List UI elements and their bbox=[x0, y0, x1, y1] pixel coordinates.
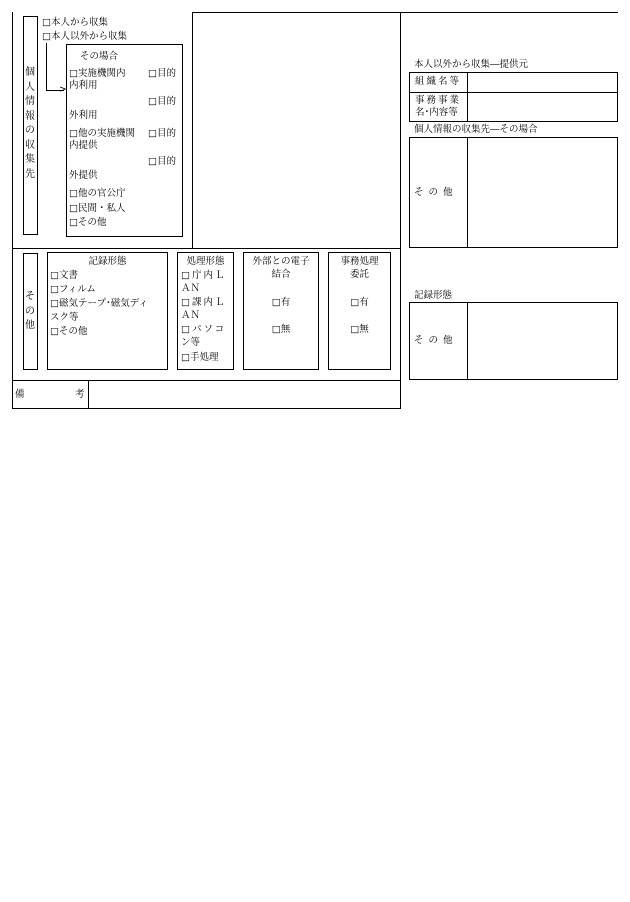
record-item[interactable]: □その他 bbox=[50, 326, 88, 337]
record-item[interactable]: □文書 bbox=[50, 270, 78, 281]
sub-item-left: 内提供 bbox=[69, 140, 98, 151]
process-item[interactable]: □手処理 bbox=[181, 352, 219, 363]
process-item[interactable]: □パソコ bbox=[181, 324, 227, 335]
sub-item-left: 外提供 bbox=[69, 170, 98, 181]
record-format-right-label: そ の 他 bbox=[414, 335, 454, 346]
remarks-label-2: 考 bbox=[75, 389, 85, 400]
sub-item-left[interactable]: □その他 bbox=[69, 217, 107, 228]
process-item[interactable]: □庁内Ｌ bbox=[181, 270, 227, 281]
external-link-title-1: 外部との電子 bbox=[252, 256, 310, 267]
outsource-title-1: 事務処理 bbox=[340, 256, 379, 267]
org-input[interactable] bbox=[468, 73, 617, 92]
sub-item-left[interactable]: □実施機関内 bbox=[69, 68, 126, 79]
section-divider-2 bbox=[12, 380, 400, 381]
frame-right-line bbox=[400, 12, 401, 409]
outsource-yes[interactable]: □有 bbox=[350, 297, 369, 308]
biz-label-2: 名･内容等 bbox=[415, 107, 458, 118]
remarks-input[interactable] bbox=[89, 382, 399, 407]
section-divider-1 bbox=[12, 248, 400, 249]
other-label: その他 bbox=[25, 291, 35, 331]
process-item: ン等 bbox=[181, 337, 201, 348]
sub-case-title: その場合 bbox=[80, 51, 119, 62]
collect-source-label: 個人情報の収集先 bbox=[25, 67, 35, 180]
sub-item-right[interactable]: □目的 bbox=[148, 156, 176, 167]
sub-item-left: 外利用 bbox=[69, 110, 98, 121]
frame-left-line bbox=[12, 12, 13, 409]
record-format-right-title: 記録形態 bbox=[414, 290, 453, 301]
biz-input[interactable] bbox=[468, 93, 617, 121]
arrow-head-icon: > bbox=[59, 85, 67, 95]
sub-item-right[interactable]: □目的 bbox=[148, 68, 176, 79]
frame-bottom-line bbox=[12, 408, 400, 409]
other-case-label: そ の 他 bbox=[414, 187, 454, 198]
arrow-connector-vertical bbox=[46, 43, 47, 90]
process-item[interactable]: □課内Ｌ bbox=[181, 297, 227, 308]
external-link-title-2: 結合 bbox=[271, 269, 291, 280]
sub-item-right[interactable]: □目的 bbox=[148, 128, 176, 139]
sub-item-left[interactable]: □民間・私人 bbox=[69, 203, 126, 214]
process-format-title: 処理形態 bbox=[186, 256, 225, 267]
outsource-title-2: 委託 bbox=[349, 269, 369, 280]
record-item[interactable]: □磁気テープ･磁気ディ bbox=[50, 298, 148, 309]
sub-item-left: 内利用 bbox=[69, 80, 98, 91]
record-item: スク等 bbox=[50, 312, 79, 323]
org-label: 組織名等 bbox=[415, 76, 462, 87]
record-item[interactable]: □フィルム bbox=[50, 284, 96, 295]
sub-item-left[interactable]: □他の官公庁 bbox=[69, 188, 126, 199]
remarks-label-1: 備 bbox=[15, 389, 25, 400]
outsource-no[interactable]: □無 bbox=[350, 324, 369, 335]
external-link-yes[interactable]: □有 bbox=[271, 297, 291, 308]
biz-label-1: 事務事業 bbox=[415, 95, 462, 106]
record-format-right-input[interactable] bbox=[468, 303, 617, 379]
other-case-input[interactable] bbox=[468, 138, 617, 247]
sub-item-right[interactable]: □目的 bbox=[148, 96, 176, 107]
provider-title: 本人以外から収集―提供元 bbox=[414, 59, 529, 70]
external-link-no[interactable]: □無 bbox=[271, 324, 291, 335]
blank-area-left-line bbox=[192, 12, 193, 248]
other-case-title: 個人情報の収集先―その場合 bbox=[414, 124, 538, 135]
sub-item-left[interactable]: □他の実施機関 bbox=[69, 128, 135, 139]
record-format-title: 記録形態 bbox=[88, 256, 127, 267]
top-line bbox=[192, 12, 618, 13]
checkbox-other-collect[interactable]: □本人以外から収集 bbox=[42, 31, 127, 42]
process-item: ＡＮ bbox=[181, 283, 201, 294]
checkbox-self-collect[interactable]: □本人から収集 bbox=[42, 17, 108, 28]
process-item: ＡＮ bbox=[181, 310, 201, 321]
